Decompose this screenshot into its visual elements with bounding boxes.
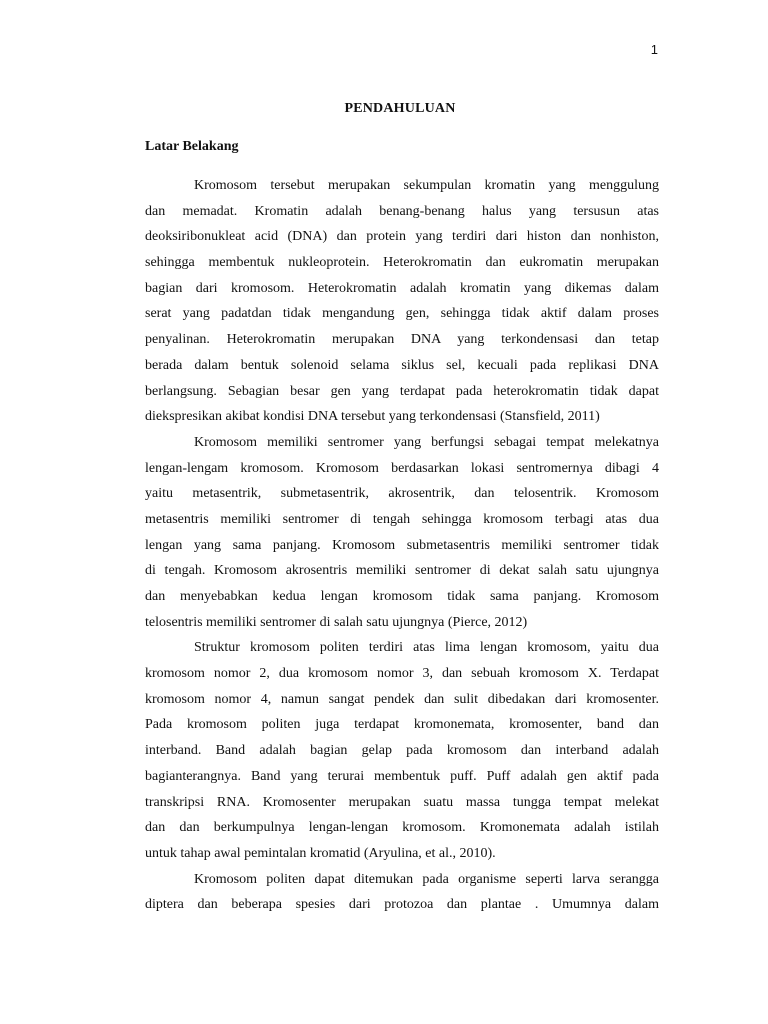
paragraph-line: yaitu metasentrik, submetasentrik, akrosentrik, dan telosentrik. Kromosom bbox=[145, 486, 659, 502]
paragraph-line: berlangsung. Sebagian besar gen yang terdapat pada heterokromatin tidak dapat bbox=[145, 383, 659, 399]
page-number: 1 bbox=[650, 42, 658, 57]
paragraph-line: lengan yang sama panjang. Kromosom submetasentris memiliki sentromer tidak bbox=[145, 537, 659, 553]
paragraph-line: penyalinan. Heterokromatin merupakan DNA yang terkondensasi dan tetap bbox=[145, 332, 659, 348]
paragraph-line: Kromosom tersebut merupakan sekumpulan kromatin yang menggulung bbox=[194, 178, 659, 193]
paragraph-line: metasentris memiliki sentromer di tengah sehingga kromosom terbagi atas dua bbox=[145, 511, 659, 527]
paragraph-line: Kromosom politen dapat ditemukan pada organisme seperti larva serangga bbox=[194, 871, 659, 887]
paragraph-line: bagian dari kromosom. Heterokromatin adalah kromatin yang dikemas dalam bbox=[145, 280, 659, 296]
paragraph-line: dan menyebabkan kedua lengan kromosom tidak sama panjang. Kromosom bbox=[145, 589, 659, 604]
paragraph-line: diekspresikan akibat kondisi DNA tersebut yang terkondensasi (Stansfield, 2011) bbox=[145, 409, 600, 425]
paragraph-line: berada dalam bentuk solenoid selama siklus sel, kecuali pada replikasi DNA bbox=[145, 357, 659, 373]
paragraph-line: deoksiribonukleat acid (DNA) dan protein yang terdiri dari histon dan nonhiston, bbox=[145, 229, 659, 245]
paragraph-line: untuk tahap awal pemintalan kromatid (Aryulina, et al., 2010). bbox=[145, 845, 496, 861]
paragraph-line: serat yang padatdan tidak mengandung gen, sehingga tidak aktif dalam proses bbox=[145, 306, 659, 322]
paragraph-line: kromosom nomor 2, dua kromosom nomor 3, dan sebuah kromosom X. Terdapat bbox=[145, 666, 659, 682]
paragraph-line: interband. Band adalah bagian gelap pada kromosom dan interband adalah bbox=[145, 743, 659, 759]
paragraph-line: kromosom nomor 4, namun sangat pendek dan sulit dibedakan dari kromosenter. bbox=[145, 691, 659, 707]
paragraph-line: Struktur kromosom politen terdiri atas lima lengan kromosom, yaitu dua bbox=[194, 640, 659, 656]
paragraph-line: dan dan berkumpulnya lengan-lengan kromosom. Kromonemata adalah istilah bbox=[145, 820, 659, 836]
paragraph-line: transkripsi RNA. Kromosenter merupakan suatu massa tungga tempat melekat bbox=[145, 794, 659, 810]
body-text bbox=[145, 177, 659, 922]
paragraph-line: telosentris memiliki sentromer di salah satu ujungnya (Pierce, 2012) bbox=[145, 614, 528, 630]
paragraph-line: di tengah. Kromosom akrosentris memiliki sentromer di dekat salah satu ujungnya bbox=[145, 563, 659, 579]
paragraph-line: Kromosom memiliki sentromer yang berfungsi sebagai tempat melekatnya bbox=[194, 434, 659, 450]
paragraph-line: sehingga membentuk nukleoprotein. Heterokromatin dan eukromatin merupakan bbox=[145, 255, 659, 271]
paragraph-line: lengan-lengam kromosom. Kromosom berdasarkan lokasi sentromernya dibagi 4 bbox=[145, 460, 659, 476]
paragraph-line: dan memadat. Kromatin adalah benang-benang halus yang tersusun atas bbox=[145, 203, 659, 219]
paragraph-line: Pada kromosom politen juga terdapat kromonemata, kromosenter, band dan bbox=[145, 717, 659, 733]
paragraph-line: diptera dan beberapa spesies dari protozoa dan plantae . Umumnya dalam bbox=[145, 897, 659, 913]
section-heading: Latar Belakang bbox=[145, 139, 239, 154]
page-title: PENDAHULUAN bbox=[344, 101, 456, 116]
paragraph-line: bagianterangnya. Band yang terurai membentuk puff. Puff adalah gen aktif pada bbox=[145, 768, 659, 784]
